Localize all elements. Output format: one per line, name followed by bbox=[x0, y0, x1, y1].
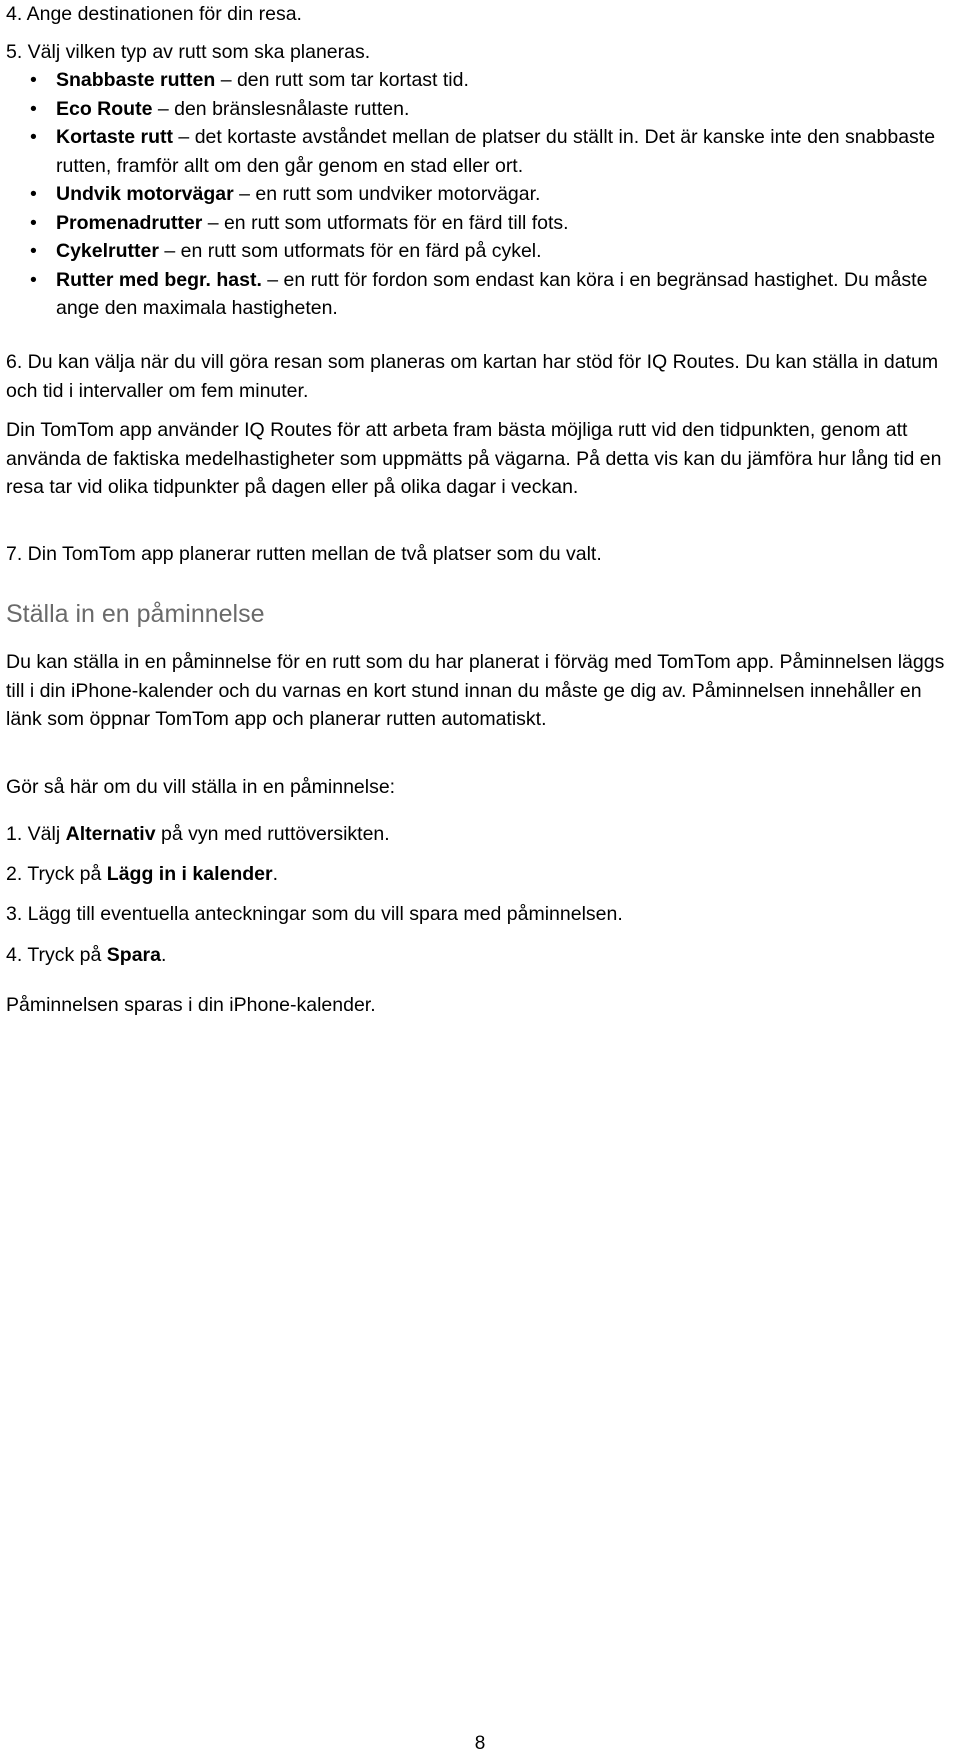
route-type-name: Rutter med begr. hast. bbox=[56, 268, 262, 291]
route-type-desc: – en rutt som utformats för en färd till fots. bbox=[202, 211, 569, 234]
step-text: 1. Välj bbox=[6, 823, 66, 845]
howto-line: Gör så här om du vill ställa in en påminnelse: bbox=[6, 776, 396, 798]
saved-note: Påminnelsen sparas i din iPhone-kalender. bbox=[6, 994, 376, 1016]
reminder-step-2 bbox=[6, 860, 956, 889]
route-type-name: Snabbaste rutten bbox=[56, 69, 216, 91]
step-text: på vyn med ruttöversikten. bbox=[155, 823, 390, 845]
step-6: 6. Du kan välja när du vill göra resan som planeras om kartan har stöd för IQ Routes. Du kan ställa in datum och tid i intervaller om fem minuter. bbox=[6, 351, 939, 402]
step-text: 2. Tryck på bbox=[6, 863, 107, 885]
route-type-desc: – en rutt som utformats för en färd på cykel. bbox=[158, 240, 542, 262]
route-type-desc: – en rutt som undviker motorvägar. bbox=[233, 183, 541, 205]
route-type-name: Promenadrutter bbox=[56, 211, 203, 234]
step-5: 5. Välj vilken typ av rutt som ska planeras. bbox=[6, 41, 371, 63]
ui-term: Lägg in i kalender bbox=[106, 863, 273, 885]
route-type-desc: – den bränslesnålaste rutten. bbox=[152, 97, 410, 120]
route-type-shortest bbox=[6, 123, 956, 180]
reminder-intro: Du kan ställa in en påminnelse för en rutt som du har planerat i förväg med TomTom app. Påminnelsen läggs till i din iPhone-kalender och du varnas en kort stund innan du måste ge dig av. Påminnelsen innehåller en länk som öppnar TomTom app och planerar rutten automatiskt. bbox=[6, 651, 945, 730]
route-type-desc: – en rutt för fordon som endast kan köra i en begränsad hastighet. Du måste ange den maximala hastigheten. bbox=[56, 268, 928, 319]
route-type-eco bbox=[6, 95, 956, 124]
step-text: 4. Tryck på bbox=[6, 944, 107, 966]
bullet-icon: • bbox=[30, 97, 37, 120]
ui-term: Spara bbox=[106, 944, 161, 966]
section-heading: Ställa in en påminnelse bbox=[6, 600, 265, 628]
step-4: 4. Ange destinationen för din resa. bbox=[6, 3, 302, 25]
route-type-bicycle bbox=[6, 237, 956, 266]
route-type-name: Kortaste rutt bbox=[56, 126, 174, 148]
route-type-name: Undvik motorvägar bbox=[56, 183, 234, 205]
bullet-icon: • bbox=[30, 211, 37, 234]
route-type-list bbox=[6, 66, 956, 323]
route-type-desc: – det kortaste avståndet mellan de platser du ställt in. Det är kanske inte den snabbaste rutten, framför allt om den går genom en stad eller ort. bbox=[56, 126, 936, 177]
reminder-step-4 bbox=[6, 941, 956, 970]
bullet-icon: • bbox=[30, 268, 37, 291]
page-number: 8 bbox=[474, 1733, 486, 1754]
route-type-avoid-motorways bbox=[6, 180, 956, 209]
reminder-step-3 bbox=[6, 900, 956, 929]
bullet-icon: • bbox=[30, 126, 37, 148]
iq-routes-paragraph: Din TomTom app använder IQ Routes för att arbeta fram bästa möjliga rutt vid den tidpunkten, genom att använda de faktiska medelhastigheter som uppmätts på vägarna. På detta vis kan du jämföra hur lång tid en resa tar vid olika tidpunkter på dagen eller på olika dagar i veckan. bbox=[6, 419, 942, 498]
ui-term: Alternativ bbox=[65, 823, 156, 845]
bullet-icon: • bbox=[30, 183, 37, 205]
route-type-name: Eco Route bbox=[56, 97, 153, 120]
route-type-fastest bbox=[6, 66, 956, 95]
bullet-icon: • bbox=[30, 69, 37, 91]
route-type-desc: – den rutt som tar kortast tid. bbox=[215, 69, 469, 91]
route-type-limited-speed bbox=[6, 266, 956, 323]
bullet-icon: • bbox=[30, 240, 37, 262]
reminder-step-1 bbox=[6, 820, 956, 849]
step-7: 7. Din TomTom app planerar rutten mellan de två platser som du valt. bbox=[6, 543, 602, 565]
step-text: 3. Lägg till eventuella anteckningar som du vill spara med påminnelsen. bbox=[6, 903, 623, 925]
route-type-name: Cykelrutter bbox=[56, 240, 159, 262]
route-type-walking bbox=[6, 209, 956, 238]
step-text: . bbox=[272, 863, 279, 885]
step-text: . bbox=[161, 944, 167, 966]
